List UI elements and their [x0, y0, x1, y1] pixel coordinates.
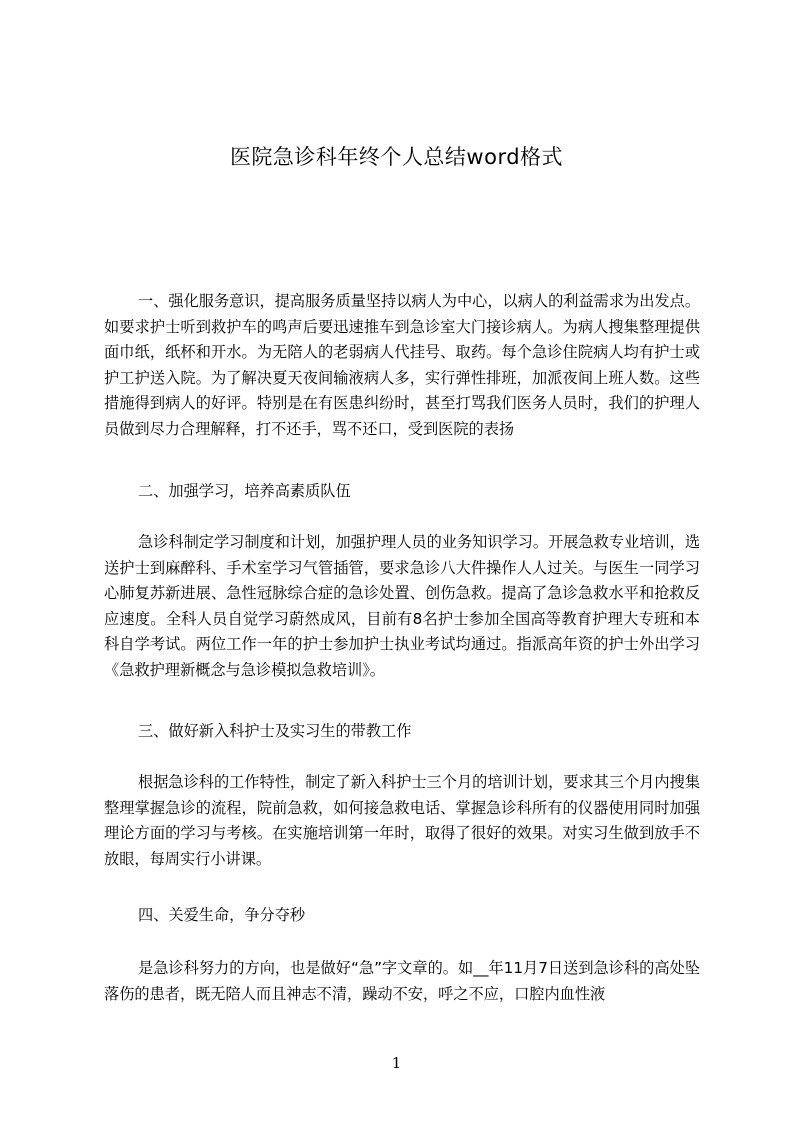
section-4-heading: 四、关爱生命，争分夺秒: [138, 906, 306, 924]
document-title: 医院急诊科年终个人总结word格式: [229, 145, 564, 169]
section-4-paragraph: 是急诊科努力的方向，也是做好“急”字文章的。如__年11月7日送到急诊科的高处坠落伤的患者，既无陪人而且神志不清，躁动不安，呼之不应，口腔内血性液: [104, 959, 700, 1003]
section-2-heading: 二、加强学习，培养高素质队伍: [138, 482, 351, 500]
page-number: 1: [391, 1054, 402, 1072]
section-2-paragraph: 急诊科制定学习制度和计划，加强护理人员的业务知识学习。开展急救专业培训，选送护士到麻醉科、手术室学习气管插管，要求急诊八大件操作人人过关。与医生一同学习心肺复苏新进展、急性冠脉综合症的急诊处置、创伤急救。提高了急诊急救水平和抢救反应速度。全科人员自觉学习蔚然成风，目前有8名护士参加全国高等教育护理大专班和本科自学考试。两位工作一年的护士参加护士执业考试均通过。指派高年资的护士外出学习《急救护理新概念与急诊模拟急救培训》。: [104, 533, 700, 679]
section-3-paragraph: 根据急诊科的工作特性，制定了新入科护士三个月的培训计划，要求其三个月内搜集整理掌握急诊的流程，院前急救，如何接急救电话、掌握急诊科所有的仪器使用同时加强理论方面的学习与考核。在实施培训第一年时，取得了很好的效果。对实习生做到放手不放眼，每周实行小讲课。: [104, 773, 700, 868]
section-3-heading: 三、做好新入科护士及实习生的带教工作: [138, 722, 412, 740]
section-1-paragraph: 一、强化服务意识，提高服务质量坚持以病人为中心，以病人的利益需求为出发点。如要求护士听到救护车的鸣声后要迅速推车到急诊室大门接诊病人。为病人搜集整理提供面巾纸，纸杯和开水。为无陪人的老弱病人代挂号、取药。每个急诊住院病人均有护士或护工护送入院。为了解决夏天夜间输液病人多，实行弹性排班，加派夜间上班人数。这些措施得到病人的好评。特别是在有医患纠纷时，甚至打骂我们医务人员时，我们的护理人员做到尽力合理解释，打不还手，骂不还口，受到医院的表扬: [104, 292, 700, 438]
